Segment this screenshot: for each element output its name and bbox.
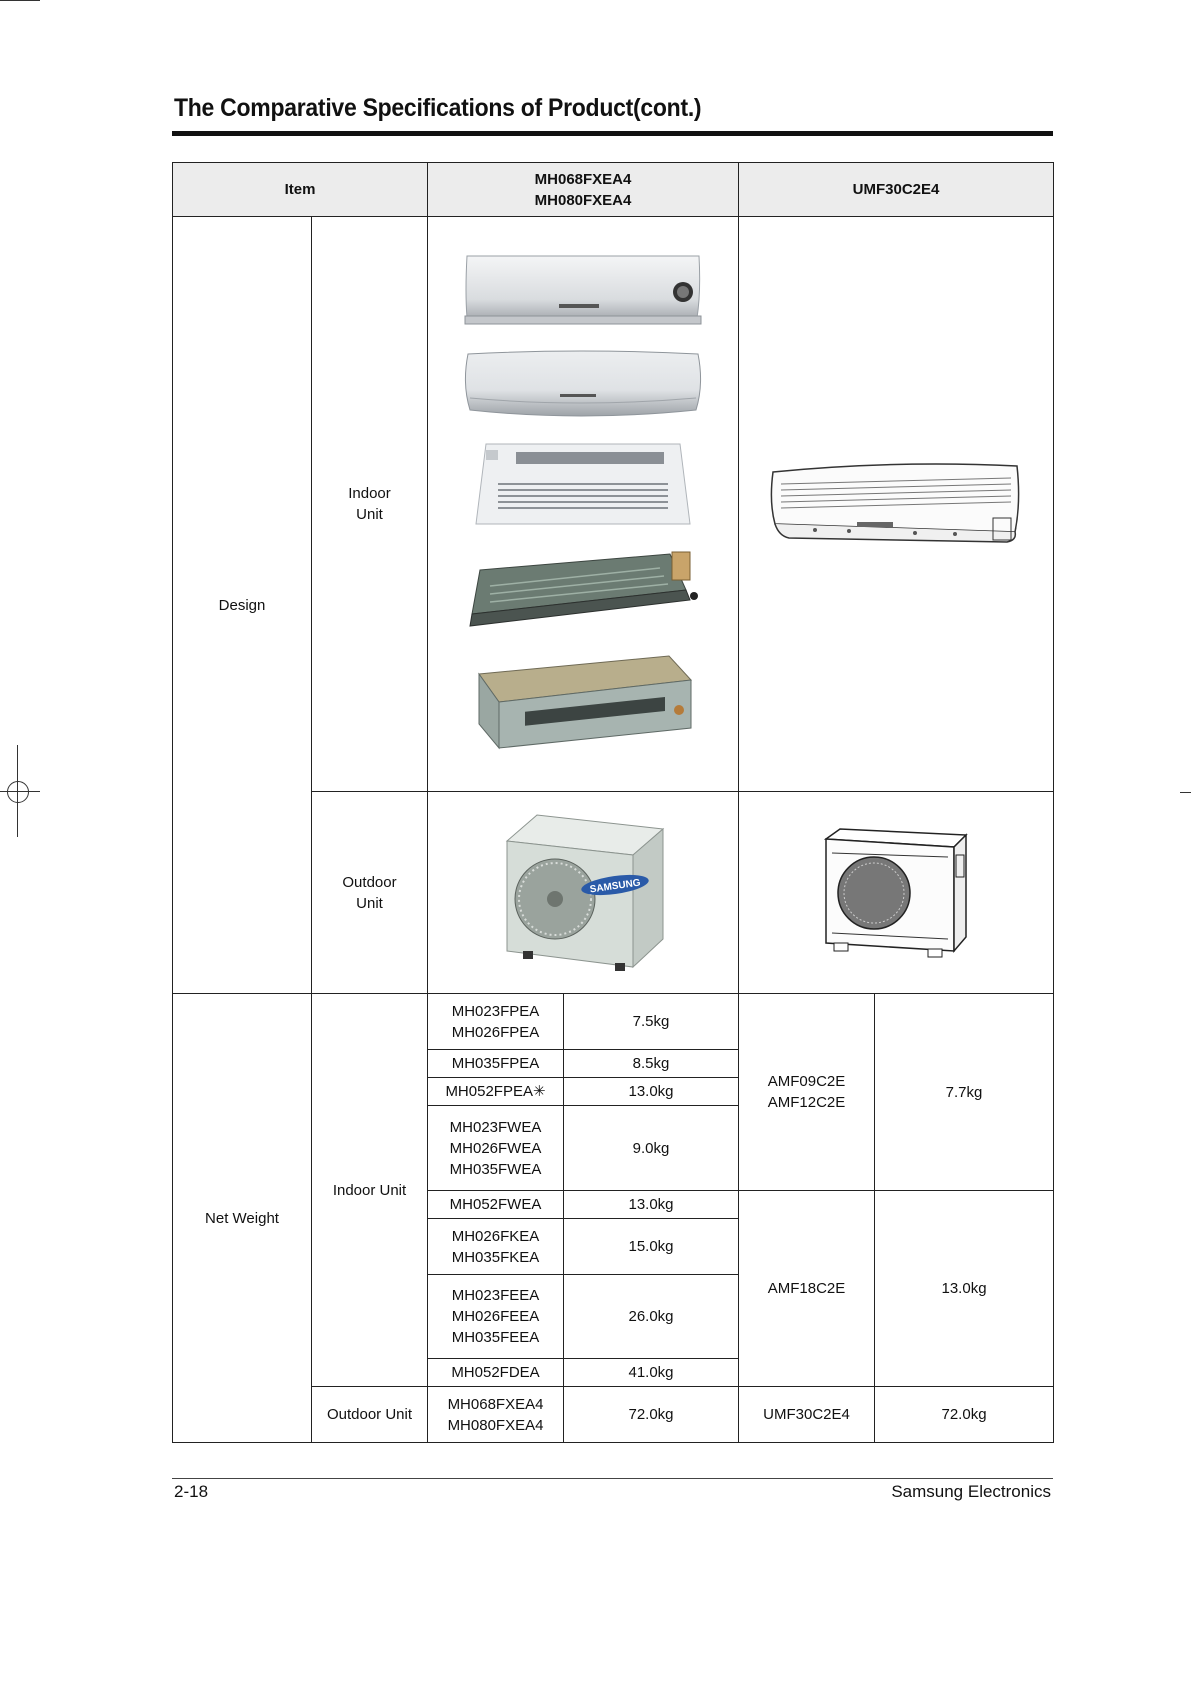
weight-cell: 13.0kg <box>564 1078 739 1106</box>
outdoor-line2: Unit <box>356 894 383 912</box>
model-cell: MH052FPEA✳ <box>428 1078 564 1106</box>
indoor-line1: Indoor <box>348 485 391 502</box>
compare-weight-cell: 7.7kg <box>875 994 1054 1191</box>
weight-cell: 26.0kg <box>564 1275 739 1359</box>
model-cell <box>428 1275 564 1359</box>
model-cell <box>428 1219 564 1275</box>
company-name: Samsung Electronics <box>891 1482 1051 1501</box>
net-weight-indoor-label: Indoor Unit <box>312 994 428 1387</box>
model-name: MH023FWEA <box>449 1118 542 1136</box>
net-weight-label: Net Weight <box>173 994 312 1443</box>
model-cell <box>428 1106 564 1191</box>
model-cell <box>428 994 564 1050</box>
weight-cell: 7.5kg <box>564 994 739 1050</box>
compare-model-name: AMF09C2E <box>767 1073 846 1090</box>
model-name: MH035FKEA <box>451 1248 540 1266</box>
header-item: Item <box>173 163 428 217</box>
model-name: MH023FPEA <box>451 1002 540 1020</box>
model-cell: MH052FDEA <box>428 1359 564 1387</box>
indoor-images-cell <box>428 217 739 792</box>
model-name: MH026FWEA <box>449 1139 542 1157</box>
crop-mark-right <box>1180 792 1191 793</box>
footer-rule <box>172 1478 1053 1479</box>
indoor-line2: Unit <box>356 506 383 523</box>
model-cell: MH035FPEA <box>428 1050 564 1078</box>
weight-cell: 13.0kg <box>564 1191 739 1219</box>
spec-table <box>172 162 1054 1443</box>
outdoor-unit-image <box>497 811 669 975</box>
wall-mount-unit-curved-image <box>460 348 706 422</box>
model-name: MH080FXEA4 <box>447 1416 544 1434</box>
compare-weight-cell: 72.0kg <box>875 1387 1054 1443</box>
net-weight-outdoor-label: Outdoor Unit <box>312 1387 428 1443</box>
design-label: Design <box>173 217 312 994</box>
net-weight-row <box>173 994 1054 1050</box>
outdoor-image-cell <box>428 792 739 994</box>
design-indoor-label <box>312 217 428 792</box>
page-number: 2-18 <box>174 1482 209 1501</box>
weight-cell: 8.5kg <box>564 1050 739 1078</box>
crop-mark-top-left <box>0 0 40 1</box>
model-name: MH068FXEA4 <box>447 1395 544 1413</box>
model-name: MH035FWEA <box>449 1160 542 1178</box>
model-name: MH026FEEA <box>451 1308 540 1325</box>
registration-mark <box>7 781 29 803</box>
compare-weight-cell: 13.0kg <box>875 1191 1054 1387</box>
slim-duct-unit-image <box>460 550 706 634</box>
header-compare-col: UMF30C2E4 <box>739 163 1054 217</box>
outdoor-line1: Outdoor <box>342 873 397 891</box>
compare-wall-mount-unit-image <box>765 458 1027 550</box>
weight-cell: 72.0kg <box>564 1387 739 1443</box>
model-name: MH026FPEA <box>451 1023 540 1041</box>
model-name: MH035FEEA <box>451 1329 540 1346</box>
weight-cell: 41.0kg <box>564 1359 739 1387</box>
compare-indoor-image-cell <box>739 217 1054 792</box>
model-name: MH026FKEA <box>451 1227 540 1245</box>
compare-model-name: AMF12C2E <box>767 1094 846 1111</box>
design-outdoor-label <box>312 792 428 994</box>
compare-outdoor-image-cell <box>739 792 1054 994</box>
indoor-image-stack <box>428 236 738 772</box>
compare-outdoor-unit-image <box>820 825 972 961</box>
compare-model-cell: UMF30C2E4 <box>739 1387 875 1443</box>
duct-unit-image <box>465 652 701 756</box>
header-model-line2: MH080FXEA4 <box>534 191 632 209</box>
brand-logo: SAMSUNG <box>589 876 642 895</box>
header-model-line1: MH068FXEA4 <box>534 170 632 188</box>
title-rule <box>172 131 1053 136</box>
weight-cell: 15.0kg <box>564 1219 739 1275</box>
page-title: The Comparative Specifications of Product(cont.) <box>174 94 702 122</box>
model-cell <box>428 1387 564 1443</box>
model-cell: MH052FWEA <box>428 1191 564 1219</box>
weight-cell: 9.0kg <box>564 1106 739 1191</box>
cassette-unit-image <box>468 440 698 532</box>
compare-model-cell: AMF18C2E <box>739 1191 875 1387</box>
wall-mount-unit-image <box>461 252 705 330</box>
header-row <box>173 163 1054 217</box>
header-model-col <box>428 163 739 217</box>
model-name: MH023FEEA <box>451 1287 540 1304</box>
compare-model-cell <box>739 994 875 1191</box>
design-indoor-row <box>173 217 1054 792</box>
